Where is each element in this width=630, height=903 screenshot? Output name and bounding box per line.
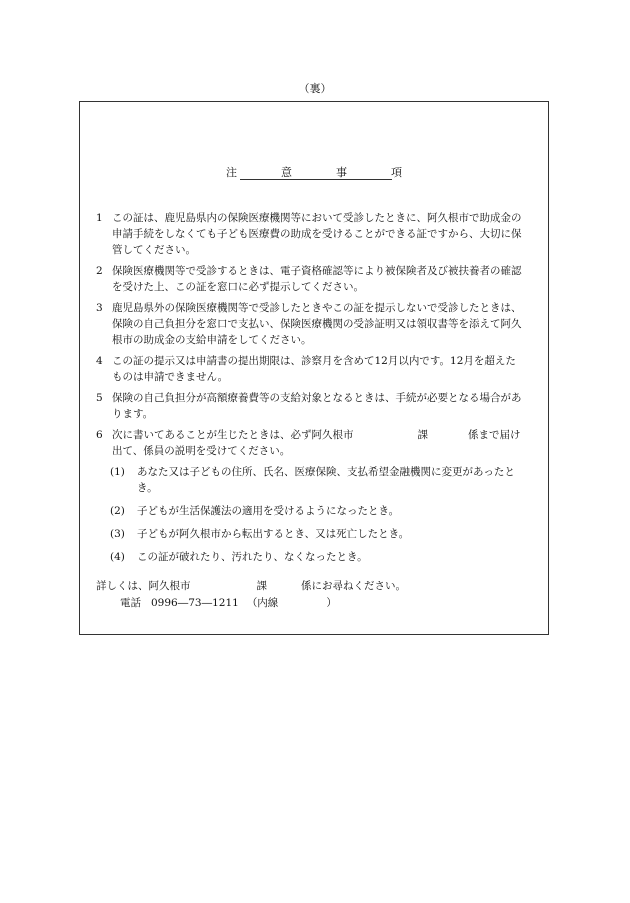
sub-list-item: (1) あなた又は子どもの住所、氏名、医療保険、支払希望金融機関に変更があったとき。	[110, 466, 515, 494]
sub-list-item: (4) この証が破れたり、汚れたり、なくなったとき。	[110, 551, 368, 563]
telephone-line: 電話 0996―73―1211 （内線 ）	[120, 597, 337, 609]
contact-footer	[96, 578, 526, 612]
telephone-number: 0996―73―1211	[151, 597, 239, 609]
title-underline	[240, 179, 392, 180]
list-item: 5 保険の自己負担分が高額療養費等の支給対象となるときは、手続が必要となる場合があります。	[96, 392, 522, 420]
list-item: 1 この証は、鹿児島県内の保険医療機関等において受診したときに、阿久根市で助成金の申請手続をしなくても子ども医療費の助成を受けることができる証ですから、大切に保管してください。	[96, 212, 522, 256]
sub-list-item: (2) 子どもが生活保護法の適用を受けるようになったとき。	[110, 505, 400, 517]
page-label: （裏）	[298, 82, 332, 95]
sub-list-item: (3) 子どもが阿久根市から転出するとき、又は死亡したとき。	[110, 528, 410, 540]
title-char: 項	[391, 166, 402, 179]
title-char: 注	[226, 166, 237, 179]
title-char: 事	[336, 166, 347, 179]
notice-items	[96, 210, 526, 572]
contact-line: 詳しくは、阿久根市 課 係にお尋ねください。	[96, 580, 406, 592]
title-char: 意	[281, 166, 292, 179]
list-item: 3 鹿児島県外の保険医療機関等で受診したときやこの証を提示しないで受診したときは、保険の自己負担分を窓口で支払い、保険医療機関の受診証明又は領収書等を添えて阿久根市の助成金の支給申請をしてください。	[96, 302, 522, 346]
list-item: 4 この証の提示又は申請書の提出期限は、診察月を含めて12月以内です。12月を超えたものは申請できません。	[96, 355, 516, 383]
notice-title	[80, 164, 548, 180]
list-item-6: 6 次に書いてあることが生じたときは、必ず阿久根市 課 係まで届け出て、係員の説明を受けてください。	[96, 429, 521, 457]
notice-frame	[79, 101, 549, 635]
list-item: 2 保険医療機関等で受診するときは、電子資格確認等により被保険者及び被扶養者の確認を受けた上、この証を窓口に必ず提示してください。	[96, 265, 522, 293]
